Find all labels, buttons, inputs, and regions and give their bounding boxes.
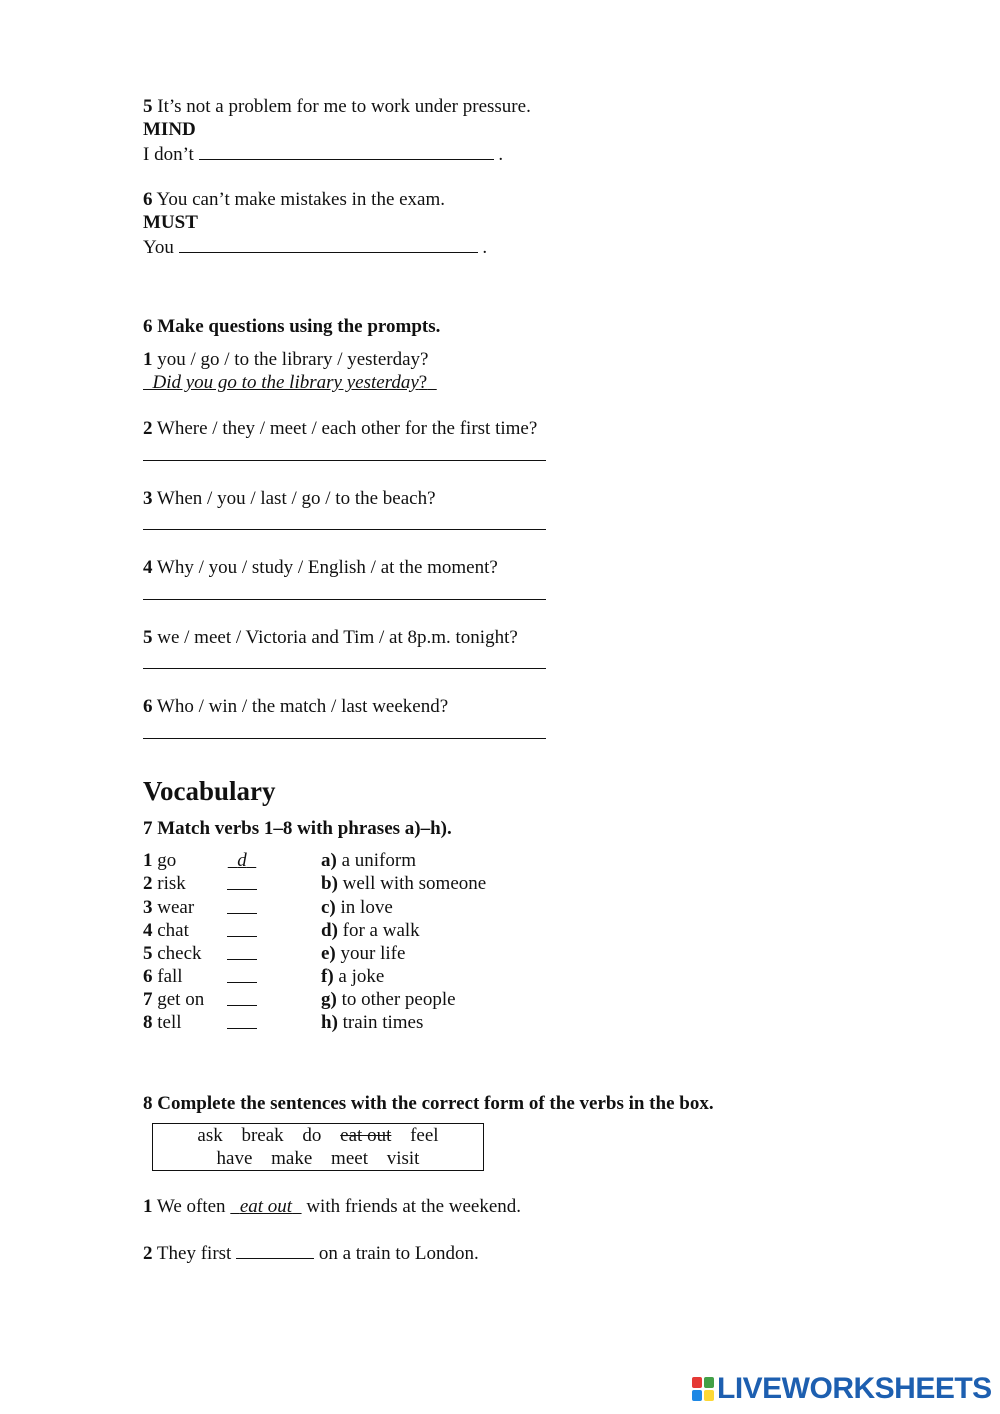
word-box-row-2 bbox=[153, 1147, 483, 1170]
match-answer-blank[interactable] bbox=[227, 942, 257, 960]
match-phrase: b) well with someone bbox=[321, 873, 487, 894]
question-6-prompt: 6 Who / win / the match / last weekend? bbox=[143, 696, 449, 717]
match-verb: 6 fall bbox=[143, 966, 183, 987]
exercise-6-title: 6 Make questions using the prompts. bbox=[143, 316, 441, 337]
match-row bbox=[143, 849, 563, 872]
question-2-answer-line[interactable] bbox=[143, 460, 546, 461]
transform-item-6-blank[interactable] bbox=[179, 235, 478, 253]
liveworksheets-logo-text: LIVEWORKSHEETS bbox=[717, 1372, 992, 1405]
match-answer-blank[interactable]: d bbox=[237, 850, 247, 871]
match-phrase: c) in love bbox=[321, 897, 393, 918]
word-box-row-1 bbox=[153, 1124, 483, 1147]
match-phrase: h) train times bbox=[321, 1012, 424, 1033]
completion-item-2-gap[interactable] bbox=[236, 1241, 314, 1259]
match-row bbox=[143, 1011, 563, 1034]
match-phrase: e) your life bbox=[321, 943, 406, 964]
match-verb: 7 get on bbox=[143, 989, 205, 1010]
question-1-prompt: 1 you / go / to the library / yesterday? bbox=[143, 349, 429, 370]
exercise-7-title: 7 Match verbs 1–8 with phrases a)–h). bbox=[143, 818, 452, 839]
match-phrase: g) to other people bbox=[321, 989, 456, 1010]
match-phrase: f) a joke bbox=[321, 966, 385, 987]
transform-item-6-answer-line: You . bbox=[143, 237, 488, 258]
match-phrase: d) for a walk bbox=[321, 920, 420, 941]
completion-item-1-gap[interactable]: eat out bbox=[239, 1196, 293, 1217]
transform-item-5-keyword: MIND bbox=[143, 119, 196, 140]
question-3-prompt: 3 When / you / last / go / to the beach? bbox=[143, 488, 436, 509]
word-box-word: feel bbox=[410, 1125, 439, 1146]
liveworksheets-logo-icon bbox=[692, 1377, 714, 1401]
vocabulary-heading: Vocabulary bbox=[143, 776, 276, 806]
word-box bbox=[152, 1123, 484, 1171]
match-verb: 4 chat bbox=[143, 920, 189, 941]
match-phrase: a) a uniform bbox=[321, 850, 416, 871]
word-box-word: ask bbox=[197, 1125, 223, 1146]
match-answer-blank[interactable] bbox=[227, 1011, 257, 1029]
question-6-answer-line[interactable] bbox=[143, 738, 546, 739]
completion-item-2: 2 They first on a train to London. bbox=[143, 1243, 479, 1264]
match-verb: 1 go bbox=[143, 850, 177, 871]
match-row bbox=[143, 965, 563, 988]
question-3-answer-line[interactable] bbox=[143, 529, 546, 530]
match-answer-blank[interactable] bbox=[227, 988, 257, 1006]
word-box-word-used: eat out bbox=[340, 1125, 392, 1146]
match-verb: 3 wear bbox=[143, 897, 195, 918]
word-box-word: have bbox=[216, 1148, 253, 1169]
word-box-word: break bbox=[241, 1125, 284, 1146]
match-verb: 2 risk bbox=[143, 873, 186, 894]
question-5-prompt: 5 we / meet / Victoria and Tim / at 8p.m. tonight? bbox=[143, 627, 518, 648]
transform-item-5-blank[interactable] bbox=[199, 142, 494, 160]
match-row bbox=[143, 988, 563, 1011]
transform-item-5-answer-line: I don’t . bbox=[143, 144, 504, 165]
match-row bbox=[143, 872, 563, 895]
exercise-8-title: 8 Complete the sentences with the correct form of the verbs in the box. bbox=[143, 1093, 714, 1114]
match-verb: 5 check bbox=[143, 943, 202, 964]
match-answer-blank[interactable] bbox=[227, 919, 257, 937]
match-row bbox=[143, 919, 563, 942]
word-box-word: meet bbox=[331, 1148, 368, 1169]
transform-item-6-sentence: 6 You can’t make mistakes in the exam. bbox=[143, 189, 446, 210]
word-box-word: do bbox=[302, 1125, 322, 1146]
match-answer-blank[interactable] bbox=[227, 872, 257, 890]
question-5-answer-line[interactable] bbox=[143, 668, 546, 669]
question-4-answer-line[interactable] bbox=[143, 599, 546, 600]
liveworksheets-logo bbox=[692, 1374, 992, 1404]
question-2-prompt: 2 Where / they / meet / each other for the first time? bbox=[143, 418, 538, 439]
match-answer-blank[interactable] bbox=[227, 896, 257, 914]
question-1-example-answer: Did you go to the library yesterday? bbox=[152, 372, 428, 393]
word-box-word: make bbox=[271, 1148, 313, 1169]
match-row bbox=[143, 896, 563, 919]
transform-item-6-keyword: MUST bbox=[143, 212, 198, 233]
transform-item-5-sentence: 5 It’s not a problem for me to work under pressure. bbox=[143, 96, 531, 117]
word-box-word: visit bbox=[386, 1148, 420, 1169]
match-verb: 8 tell bbox=[143, 1012, 182, 1033]
match-row bbox=[143, 942, 563, 965]
match-answer-blank[interactable] bbox=[227, 965, 257, 983]
completion-item-1: 1 We often eat out with friends at the weekend. bbox=[143, 1196, 522, 1217]
question-4-prompt: 4 Why / you / study / English / at the moment? bbox=[143, 557, 498, 578]
